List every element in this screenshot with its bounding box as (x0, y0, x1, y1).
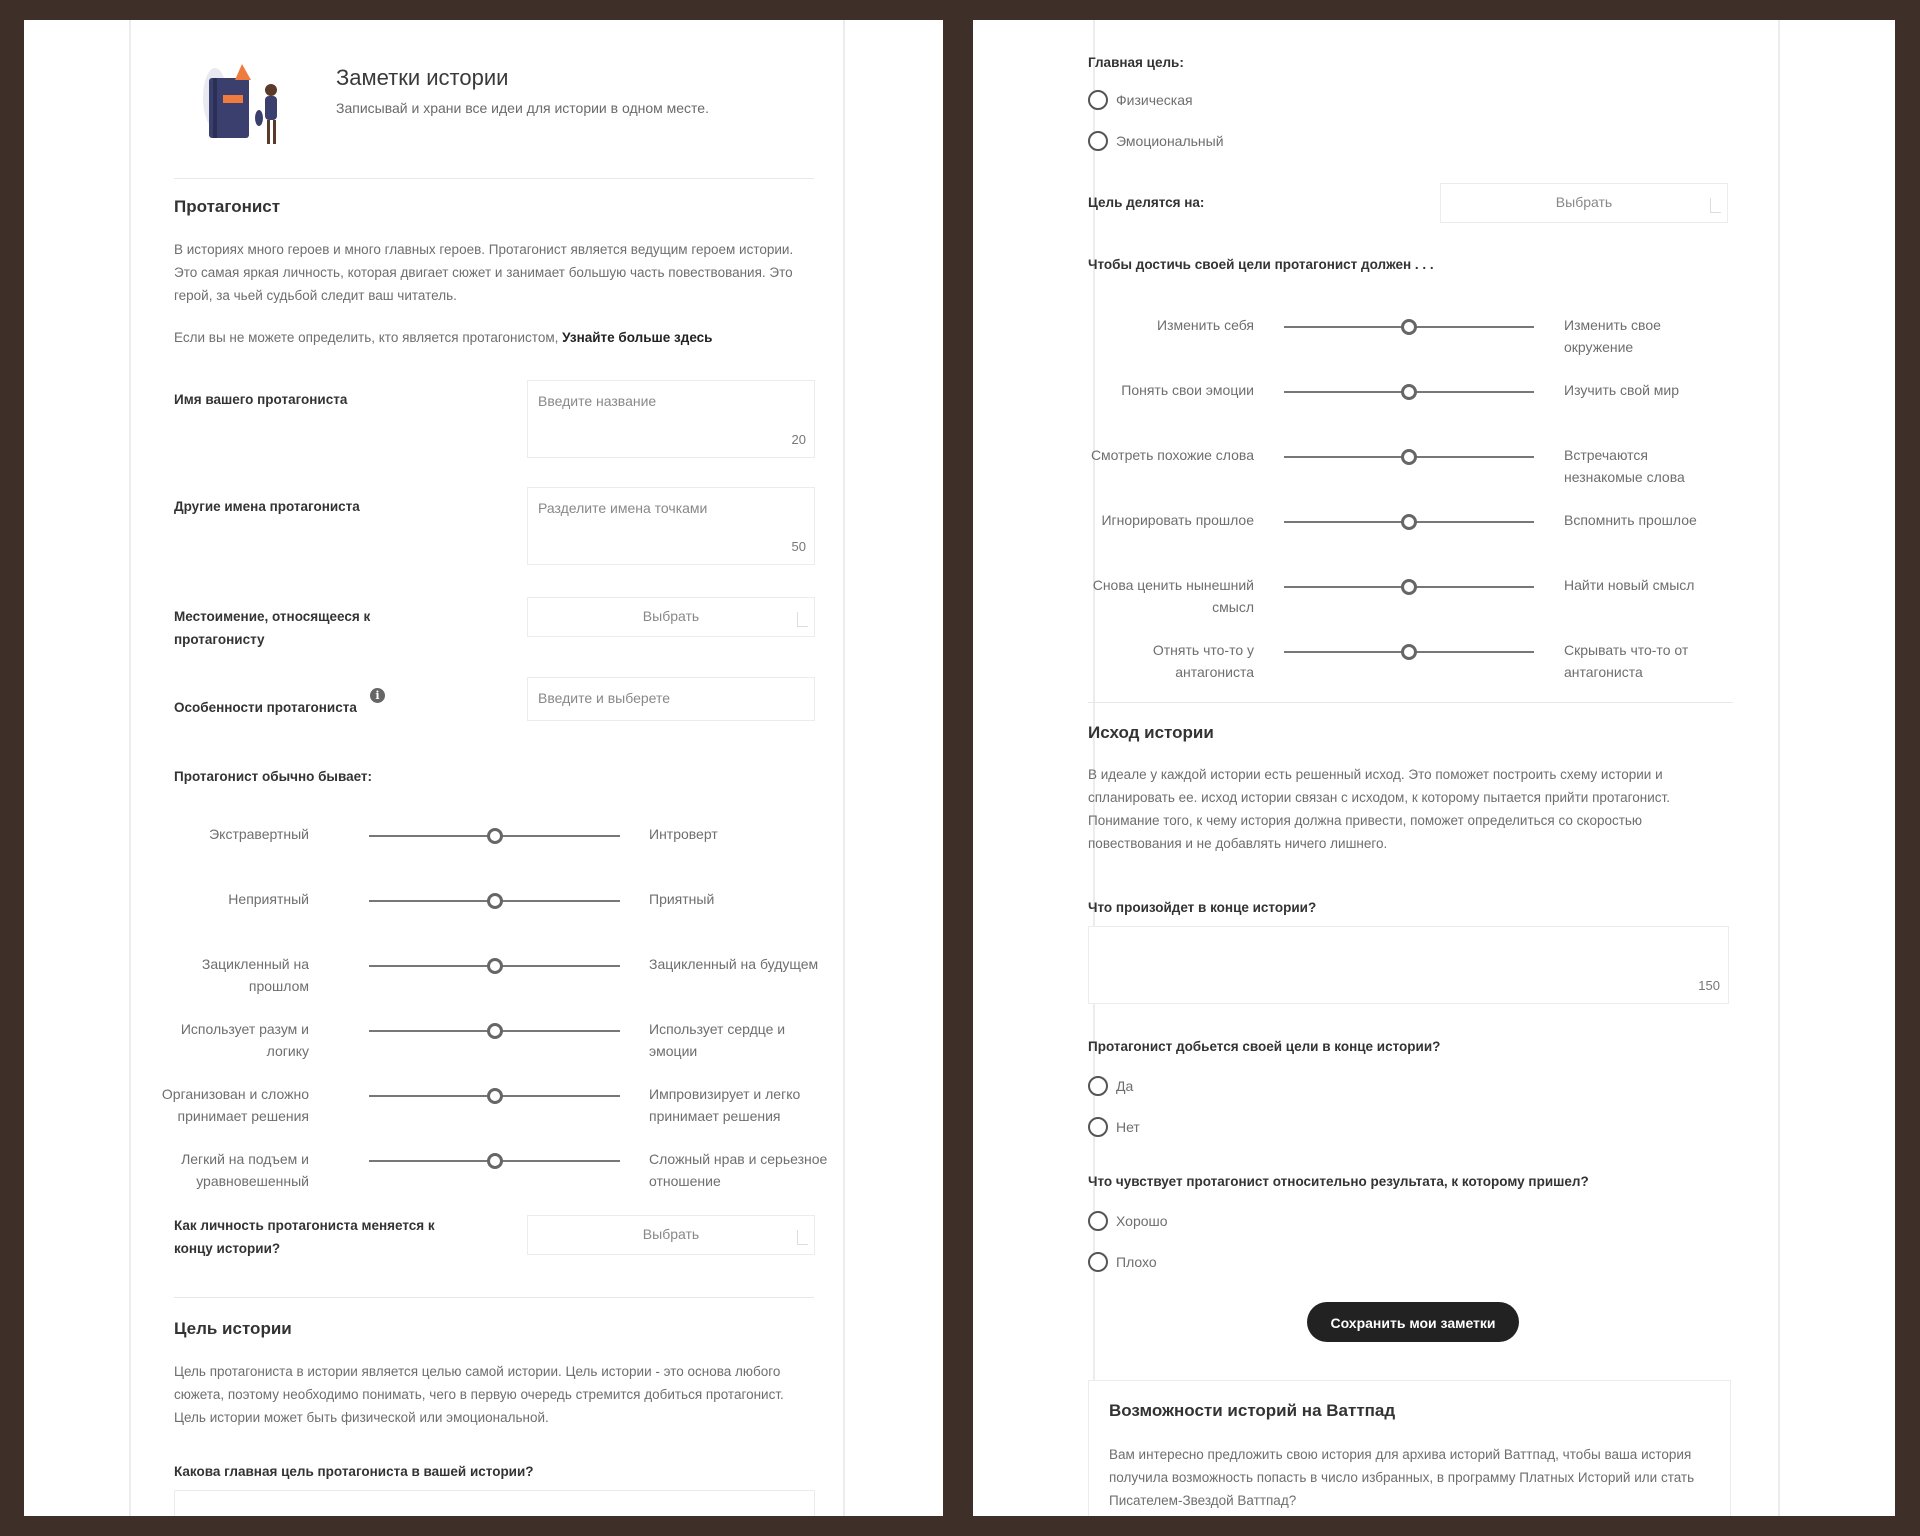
change-select[interactable] (527, 1215, 815, 1255)
other-names-char-count: 50 (791, 539, 806, 554)
slider-handle[interactable] (487, 958, 503, 974)
goal-intro: Цель протагониста в истории является целью самой истории. Цель истории - это основа любого сюжета, поэтому необходимо понимать, чего в первую очередь стремится добиться протагонист. Цель истории может быть физической или эмоциональной. (174, 1364, 784, 1425)
card-text: Вам интересно предложить свою история для архива историй Ваттпад, чтобы ваша история получила возможность попасть в число избранных, в программу Платных Историй или стать Писателем-Звездой Ваттпад? (1109, 1447, 1695, 1508)
slider-handle[interactable] (487, 1023, 503, 1039)
wattpad-card (1088, 1380, 1731, 1516)
traits-input[interactable] (527, 677, 815, 721)
slider-left-label: Экстравертный (209, 826, 309, 842)
learn-more-link[interactable]: Узнайте больше здесь (562, 330, 713, 345)
slider-right-label: Встречаются незнакомые слова (1564, 447, 1685, 485)
slider-row (1088, 381, 1738, 421)
card-title: Возможности историй на Ваттпад (1109, 1401, 1396, 1420)
slider-row (1088, 641, 1738, 681)
left-panel (24, 20, 943, 1516)
radio-emotional[interactable] (1088, 131, 1388, 155)
radio-circle[interactable] (1088, 1076, 1108, 1096)
left-rail (129, 20, 131, 1516)
slider-right-label: Импровизирует и легко принимает решения (649, 1086, 801, 1124)
radio-yes[interactable] (1088, 1076, 1388, 1100)
other-names-placeholder: Разделите имена точками (538, 500, 708, 516)
radio-circle[interactable] (1088, 1252, 1108, 1272)
slider-row (149, 890, 849, 930)
slider-right-label: Изучить свой мир (1564, 382, 1680, 398)
divider (174, 178, 814, 179)
pronoun-label: Местоимение, относящееся к протагонисту (174, 609, 371, 647)
radio-circle[interactable] (1088, 1211, 1108, 1231)
slider-left-label: Понять свои эмоции (1121, 382, 1254, 398)
end-input[interactable] (1088, 926, 1729, 1004)
slider-row (149, 1085, 849, 1125)
change-label: Как личность протагониста меняется к концу истории? (174, 1218, 435, 1256)
app-subtitle: Записывай и храни все идеи для истории в одном месте. (336, 100, 709, 116)
slider-right-label: Интроверт (649, 826, 718, 842)
protagonist-heading: Протагонист (174, 197, 281, 216)
achieve-label: Протагонист добьется своей цели в конце истории? (1088, 1039, 1441, 1054)
slider-left-label: Неприятный (228, 891, 309, 907)
goal-question: Какова главная цель протагониста в вашей истории? (174, 1464, 534, 1479)
slider-right-label: Приятный (649, 891, 715, 907)
learn-more-prefix: Если вы не можете определить, кто является протагонистом, (174, 330, 559, 345)
slider-handle[interactable] (1401, 579, 1417, 595)
radio-label: Хорошо (1116, 1213, 1168, 1229)
slider-row (1088, 446, 1738, 486)
slider-handle[interactable] (1401, 449, 1417, 465)
outcome-heading: Исход истории (1088, 723, 1214, 742)
slider-right-label: Найти новый смысл (1564, 577, 1695, 593)
slider-handle[interactable] (487, 1153, 503, 1169)
slider-handle[interactable] (1401, 514, 1417, 530)
select-caret-icon (797, 1230, 808, 1245)
split-label: Цель делятся на: (1088, 195, 1205, 210)
split-select[interactable] (1440, 183, 1728, 223)
radio-good[interactable] (1088, 1211, 1388, 1235)
radio-bad[interactable] (1088, 1252, 1388, 1276)
split-select-value: Выбрать (1555, 194, 1613, 210)
slider-right-label: Изменить свое окружение (1564, 317, 1661, 355)
other-names-input[interactable] (527, 487, 815, 565)
slider-left-label: Зацикленный на прошлом (201, 956, 309, 994)
divider (1088, 702, 1733, 703)
right-rail (1778, 20, 1780, 1516)
slider-row (149, 955, 849, 995)
slider-left-label: Смотреть похожие слова (1090, 447, 1254, 463)
slider-row (149, 1150, 849, 1190)
end-char-count: 150 (1698, 978, 1720, 993)
slider-left-label: Использует разум и логику (180, 1021, 309, 1059)
slider-handle[interactable] (487, 1088, 503, 1104)
slider-left-label: Игнорировать прошлое (1101, 512, 1254, 528)
notebook-illustration-icon (187, 40, 307, 160)
must-label: Чтобы достичь своей цели протагонист должен . . . (1088, 257, 1434, 272)
slider-right-label: Использует сердце и эмоции (649, 1021, 786, 1059)
radio-label: Эмоциональный (1116, 133, 1224, 149)
end-label: Что произойдет в конце истории? (1088, 900, 1317, 915)
slider-handle[interactable] (1401, 384, 1417, 400)
slider-left-label: Организован и сложно принимает решения (161, 1086, 309, 1124)
save-notes-button[interactable]: Сохранить мои заметки (1307, 1302, 1519, 1342)
traits-placeholder: Введите и выберете (538, 690, 671, 706)
goal-answer-input[interactable] (174, 1490, 815, 1516)
learn-more-line (174, 326, 834, 349)
radio-circle[interactable] (1088, 1117, 1108, 1137)
slider-left-label: Снова ценить нынешний смысл (1092, 577, 1254, 615)
name-label: Имя вашего протагониста (174, 392, 348, 407)
radio-label: Плохо (1116, 1254, 1157, 1270)
slider-handle[interactable] (487, 828, 503, 844)
usually-label: Протагонист обычно бывает: (174, 769, 373, 784)
radio-physical[interactable] (1088, 90, 1388, 114)
pronoun-select-value: Выбрать (642, 608, 700, 624)
slider-handle[interactable] (1401, 319, 1417, 335)
slider-right-label: Сложный нрав и серьезное отношение (649, 1151, 828, 1189)
slider-row (149, 1020, 849, 1060)
name-placeholder: Введите название (538, 393, 657, 409)
divider (174, 1297, 814, 1298)
goal-heading: Цель истории (174, 1319, 292, 1338)
radio-label: Физическая (1116, 92, 1193, 108)
slider-right-label: Вспомнить прошлое (1564, 512, 1697, 528)
feel-label: Что чувствует протагонист относительно результата, к которому пришел? (1088, 1174, 1589, 1189)
slider-right-label: Зацикленный на будущем (649, 956, 819, 972)
slider-left-label: Изменить себя (1157, 317, 1254, 333)
slider-handle[interactable] (487, 893, 503, 909)
slider-right-label: Скрывать что-то от антагониста (1564, 642, 1689, 680)
app-title: Заметки истории (336, 65, 509, 90)
right-panel (973, 20, 1895, 1516)
traits-label: Особенности протагониста (174, 700, 357, 715)
select-caret-icon (797, 612, 808, 627)
slider-left-label: Отнять что-то у антагониста (1152, 642, 1254, 680)
outcome-intro: В идеале у каждой истории есть решенный исход. Это поможет построить схему истории и спланировать ее. исход истории связан с исходом, к которому пытается прийти протагонист. Понимание того, к чему история должна привести, поможет определиться со скоростью повествования и не добавлять ничего лишнего. (1088, 767, 1670, 851)
info-icon[interactable]: i (370, 688, 385, 703)
slider-handle[interactable] (1401, 644, 1417, 660)
radio-label: Нет (1116, 1119, 1140, 1135)
radio-no[interactable] (1088, 1117, 1388, 1141)
select-caret-icon (1710, 198, 1721, 213)
other-names-label: Другие имена протагониста (174, 499, 360, 514)
radio-circle[interactable] (1088, 131, 1108, 151)
right-rail (843, 20, 845, 1516)
slider-left-label: Легкий на подъем и уравновешенный (181, 1151, 309, 1189)
name-input[interactable] (527, 380, 815, 458)
radio-label: Да (1116, 1078, 1134, 1094)
name-char-count: 20 (791, 432, 806, 447)
protagonist-intro: В историях много героев и много главных героев. Протагонист является ведущим героем истории. Это самая яркая личность, которая двигает сюжет и занимает большую часть повествования. Это герой, за чьей судьбой следит ваш читатель. (174, 242, 794, 303)
main-goal-label: Главная цель: (1088, 55, 1184, 70)
slider-row (149, 825, 849, 865)
pronoun-select[interactable] (527, 597, 815, 637)
slider-row (1088, 511, 1738, 551)
slider-row (1088, 316, 1738, 356)
slider-row (1088, 576, 1738, 616)
change-select-value: Выбрать (642, 1226, 700, 1242)
radio-circle[interactable] (1088, 90, 1108, 110)
